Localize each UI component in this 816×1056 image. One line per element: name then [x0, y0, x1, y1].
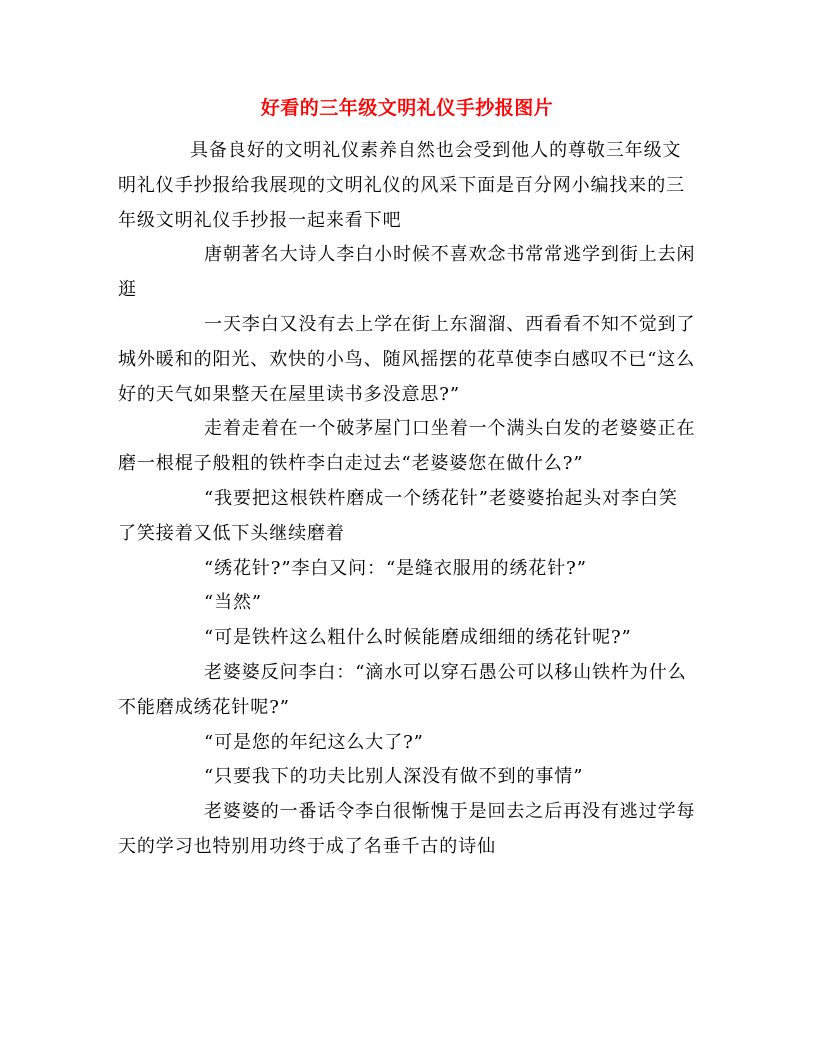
paragraph: “当然”	[204, 592, 263, 614]
paragraph: “绣花针?”李白又问：“是缝衣服用的绣花针?”	[204, 557, 587, 579]
paragraph: “可是您的年纪这么大了?”	[204, 731, 424, 753]
paragraph: “我要把这根铁杵磨成一个绣花针”老婆婆抬起头对李白笑了笑接着又低下头继续磨着	[118, 487, 678, 544]
paragraph: 一天李白又没有去上学在街上东溜溜、西看看不知不觉到了城外暖和的阳光、欢快的小鸟、随风摇摆的花草使李白感叹不已“这么好的天气如果整天在屋里读书多没意思?”	[118, 313, 696, 405]
paragraph: 走着走着在一个破茅屋门口坐着一个满头白发的老婆婆正在磨一根棍子般粗的铁杵李白走过去“老婆婆您在做什么?”	[118, 418, 696, 475]
paragraph-intro: 具备良好的文明礼仪素养自然也会受到他人的尊敬三年级文明礼仪手抄报给我展现的文明礼仪的风采下面是百分网小编找来的三年级文明礼仪手抄报一起来看下吧	[118, 140, 685, 231]
paragraph: “只要我下的功夫比别人深没有做不到的事情”	[204, 766, 584, 788]
paragraph: 老婆婆的一番话令李白很惭愧于是回去之后再没有逃过学每天的学习也特别用功终于成了名垂千古的诗仙	[118, 801, 696, 857]
document-page	[118, 96, 696, 865]
paragraph: “可是铁杵这么粗什么时候能磨成细细的绣花针呢?”	[204, 627, 632, 649]
paragraph: 唐朝著名大诗人李白小时候不喜欢念书常常逃学到街上去闲逛	[118, 244, 696, 301]
document-title: 好看的三年级文明礼仪手抄报图片	[260, 97, 554, 119]
paragraph: 老婆婆反问李白：“滴水可以穿石愚公可以移山铁杵为什么不能磨成绣花针呢?”	[118, 661, 687, 718]
